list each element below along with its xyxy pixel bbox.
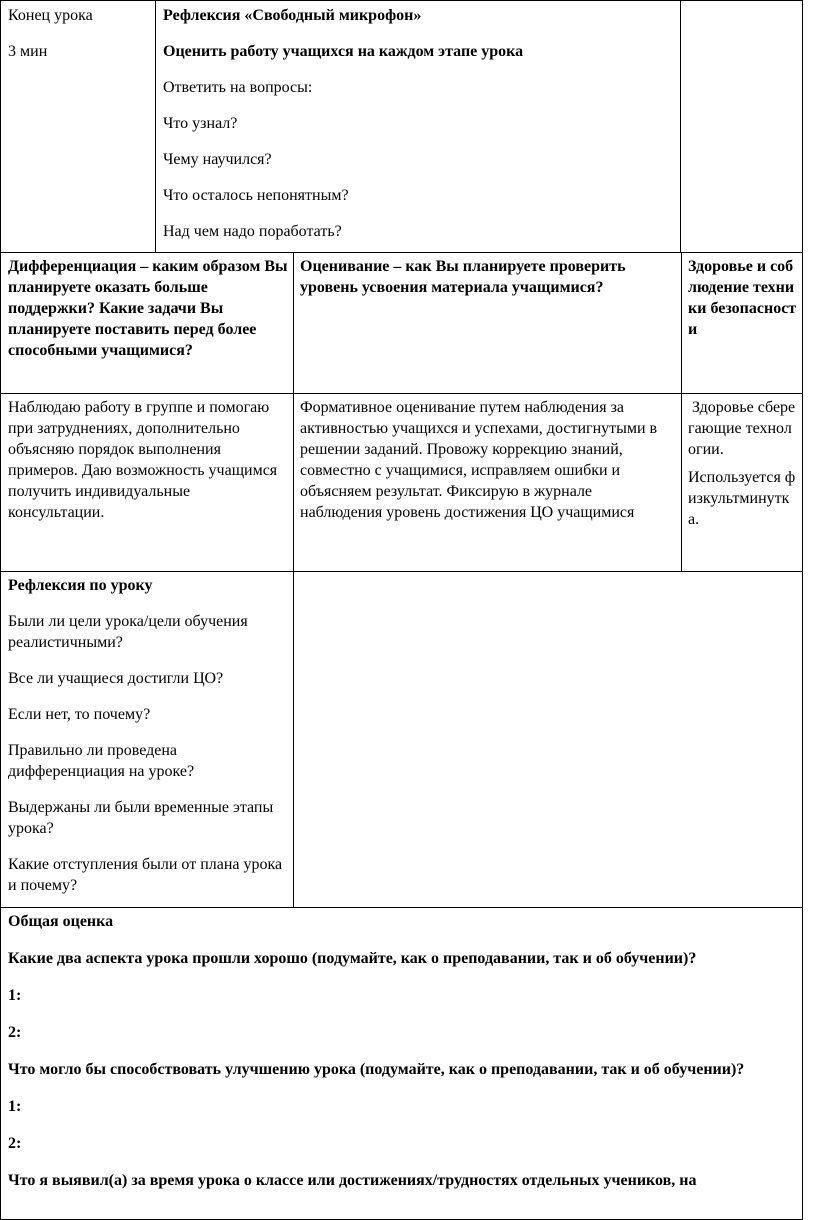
assessment-header xyxy=(300,256,676,298)
row-divider xyxy=(0,907,803,908)
reflection-question: Если нет, то почему? xyxy=(8,706,151,723)
col-divider xyxy=(293,571,294,907)
summary-item: 1: xyxy=(8,987,22,1004)
differentiation-content xyxy=(8,397,290,523)
reflection-question: Правильно ли проведена дифференциация на уроке? xyxy=(8,742,195,780)
summary-question-1: Какие два аспекта урока прошли хорошо (подумайте, как о преподавании, так и об обучении)? xyxy=(8,950,697,967)
col-divider xyxy=(681,252,682,571)
activity-line: Что узнал? xyxy=(163,115,238,132)
assessment-text: Формативное оценивание путем наблюдения за активностью учащихся и успехами, достигнутыми в решении заданий. Провожу коррекцию знаний, совместно с учащимися, исправляем ошибки и объясняем результат. Фиксирую в журнале наблюдения уровень достижения ЦО учащимися xyxy=(300,399,658,521)
summary-cell xyxy=(8,911,800,1191)
health-header xyxy=(688,256,798,340)
summary-item: 2: xyxy=(8,1024,22,1041)
health-content xyxy=(688,397,798,530)
health-text-2: Используется физкультминутка. xyxy=(688,469,796,528)
reflection-question: Какие отступления были от плана урока и почему? xyxy=(8,856,283,894)
health-header-text: Здоровье и соблюдение техники безопасности xyxy=(688,258,797,338)
activity-line: Ответить на вопросы: xyxy=(163,79,313,96)
assessment-header-text: Оценивание – как Вы планируете проверить уровень усвоения материала учащимися? xyxy=(300,258,626,296)
differentiation-text: Наблюдаю работу в группе и помогаю при затруднениях, дополнительно объясняю порядок выполнения примеров. Даю возможность учащимся получить индивидуальные консультации. xyxy=(8,399,278,521)
reflection-question: Все ли учащиеся достигли ЦО? xyxy=(8,670,224,687)
stage-activity-cell xyxy=(163,5,678,242)
summary-question-2: Что могло бы способствовать улучшению урока (подумайте, как о преподавании, так и об обучении)? xyxy=(8,1061,745,1078)
reflection-title: Рефлексия по уроку xyxy=(8,577,153,594)
activity-subtitle: Оценить работу учащихся на каждом этапе урока xyxy=(163,43,524,60)
row-divider xyxy=(0,571,803,572)
reflection-cell xyxy=(8,575,290,896)
stage-name: Конец урока xyxy=(8,7,93,24)
activity-line: Над чем надо поработать? xyxy=(163,223,342,240)
activity-line: Что осталось непонятным? xyxy=(163,187,349,204)
summary-item: 1: xyxy=(8,1098,22,1115)
assessment-content xyxy=(300,397,678,523)
differentiation-header xyxy=(8,256,290,361)
col-divider xyxy=(293,252,294,571)
lesson-stage-cell xyxy=(8,5,153,62)
row-divider xyxy=(0,393,803,394)
col-divider xyxy=(155,0,156,252)
differentiation-header-text: Дифференциация – каким образом Вы планируете оказать больше поддержки? Какие задачи Вы планируете поставить перед более способными учащимися? xyxy=(8,258,288,359)
reflection-question: Выдержаны ли были временные этапы урока? xyxy=(8,799,274,837)
reflection-question: Были ли цели урока/цели обучения реалистичными? xyxy=(8,613,248,651)
col-divider xyxy=(680,0,681,252)
summary-item: 2: xyxy=(8,1135,22,1152)
summary-title: Общая оценка xyxy=(8,913,114,930)
row-divider xyxy=(0,252,803,253)
summary-question-3: Что я выявил(а) за время урока о классе или достижениях/трудностях отдельных учеников, на xyxy=(8,1172,697,1189)
activity-line: Чему научился? xyxy=(163,151,272,168)
health-text-1: Здоровье сберегающие технологии. xyxy=(688,399,796,458)
activity-title: Рефлексия «Свободный микрофон» xyxy=(163,7,422,24)
stage-duration: 3 мин xyxy=(8,43,48,60)
